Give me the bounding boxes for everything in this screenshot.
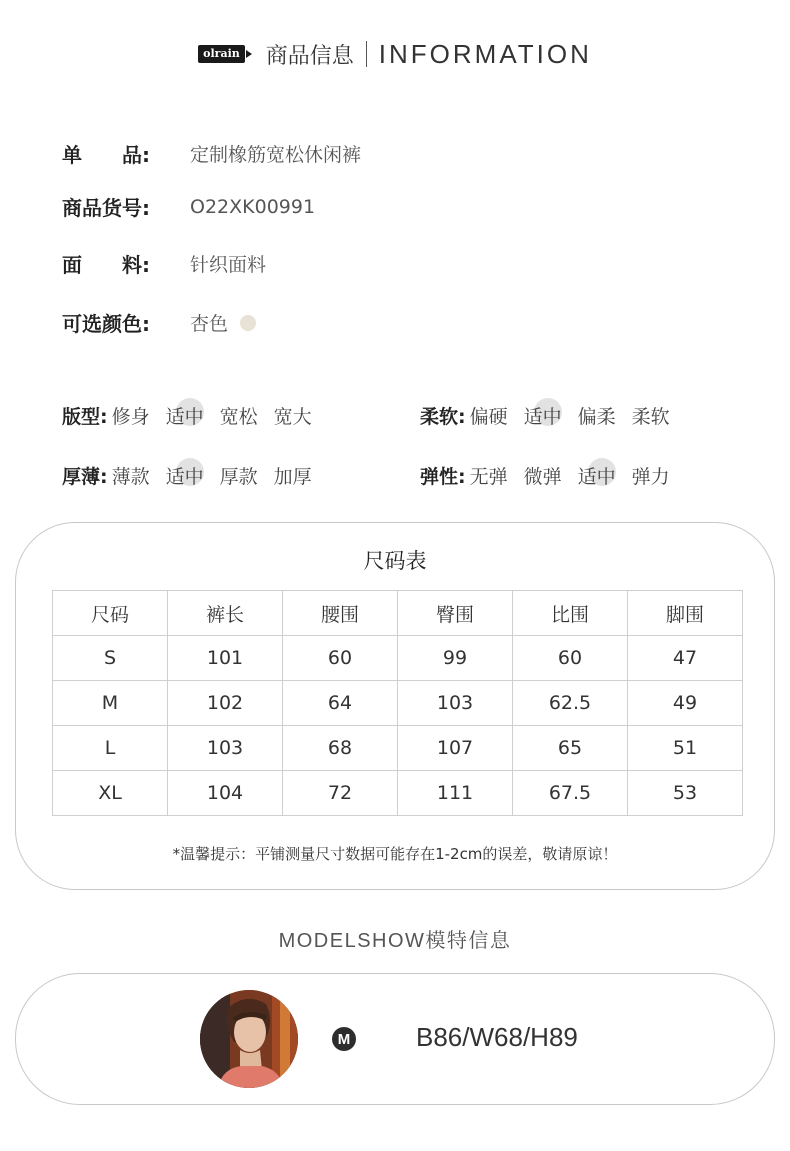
info-label: 可选颜色: xyxy=(62,312,150,336)
table-cell: 68 xyxy=(283,726,398,771)
attr-label: 柔软: xyxy=(420,406,466,428)
table-cell: 103 xyxy=(398,681,513,726)
attr-softness xyxy=(420,402,686,429)
attr-option: 弹力 xyxy=(631,466,670,488)
model-size-badge: M xyxy=(332,1027,356,1051)
model-section-title: MODELSHOW模特信息 xyxy=(278,930,512,952)
attr-option-selected: 适中 xyxy=(524,402,562,429)
header-divider xyxy=(366,41,367,67)
model-measurements: B86/W68/H89 xyxy=(416,1022,578,1052)
model-avatar xyxy=(200,990,298,1088)
section-header xyxy=(0,36,790,72)
attr-option: 加厚 xyxy=(273,466,312,488)
info-row-sku xyxy=(62,192,315,221)
table-header-cell: 尺码 xyxy=(53,591,168,636)
table-header-row xyxy=(53,591,743,636)
header-title-cn: 商品信息 xyxy=(265,43,354,69)
table-cell: 60 xyxy=(513,636,628,681)
attr-option: 宽松 xyxy=(219,406,258,428)
attr-option: 微弹 xyxy=(523,466,562,488)
model-info-panel xyxy=(15,973,775,1105)
table-cell: L xyxy=(53,726,168,771)
table-cell: 47 xyxy=(628,636,743,681)
info-label: 商品货号: xyxy=(62,196,150,220)
color-swatch xyxy=(240,315,256,331)
info-row-fabric xyxy=(62,249,266,278)
info-value: 定制橡筋宽松休闲裤 xyxy=(190,144,362,166)
attr-fit xyxy=(62,402,328,429)
table-header-cell: 臀围 xyxy=(398,591,513,636)
table-cell: 65 xyxy=(513,726,628,771)
table-cell: S xyxy=(53,636,168,681)
play-icon xyxy=(246,50,252,58)
table-cell: 103 xyxy=(168,726,283,771)
attr-thickness xyxy=(62,462,328,489)
info-value: O22XK00991 xyxy=(190,195,316,218)
table-row xyxy=(53,726,743,771)
info-label: 单 品: xyxy=(62,143,150,167)
attr-option: 偏柔 xyxy=(577,406,616,428)
attr-option-selected: 适中 xyxy=(578,462,616,489)
info-value: 针织面料 xyxy=(190,254,267,276)
info-row-color xyxy=(62,308,256,337)
table-header-cell: 腰围 xyxy=(283,591,398,636)
attr-label: 版型: xyxy=(62,406,108,428)
brand-logo xyxy=(198,45,252,63)
table-cell: 62.5 xyxy=(513,681,628,726)
attr-option: 薄款 xyxy=(111,466,150,488)
table-cell: 67.5 xyxy=(513,771,628,816)
attr-option: 宽大 xyxy=(273,406,312,428)
table-cell: 111 xyxy=(398,771,513,816)
attr-option: 无弹 xyxy=(469,466,508,488)
attr-option: 修身 xyxy=(111,406,150,428)
table-cell: 101 xyxy=(168,636,283,681)
table-cell: 104 xyxy=(168,771,283,816)
table-cell: 49 xyxy=(628,681,743,726)
table-cell: 107 xyxy=(398,726,513,771)
table-cell: XL xyxy=(53,771,168,816)
table-cell: M xyxy=(53,681,168,726)
header-title-en: INFORMATION xyxy=(378,38,592,69)
table-cell: 53 xyxy=(628,771,743,816)
table-row xyxy=(53,681,743,726)
attr-option-selected: 适中 xyxy=(166,462,204,489)
attr-option: 偏硬 xyxy=(469,406,508,428)
size-table xyxy=(52,590,743,816)
table-header-cell: 比围 xyxy=(513,591,628,636)
attr-label: 厚薄: xyxy=(62,466,108,488)
table-header-cell: 裤长 xyxy=(168,591,283,636)
attr-label: 弹性: xyxy=(420,466,466,488)
brand-logo-text: olrain xyxy=(198,45,245,63)
table-cell: 99 xyxy=(398,636,513,681)
attr-option-selected: 适中 xyxy=(166,402,204,429)
attr-option: 柔软 xyxy=(631,406,670,428)
size-chart-panel xyxy=(15,522,775,890)
table-cell: 60 xyxy=(283,636,398,681)
table-cell: 102 xyxy=(168,681,283,726)
table-cell: 64 xyxy=(283,681,398,726)
table-row xyxy=(53,771,743,816)
table-row xyxy=(53,636,743,681)
table-cell: 51 xyxy=(628,726,743,771)
size-chart-title: 尺码表 xyxy=(363,549,427,573)
info-label: 面 料: xyxy=(62,253,150,277)
info-row-product xyxy=(62,139,361,168)
attr-option: 厚款 xyxy=(219,466,258,488)
info-value: 杏色 xyxy=(190,313,229,335)
attr-elasticity xyxy=(420,462,686,489)
measurement-note: *温馨提示：平铺测量尺寸数据可能存在1-2cm的误差，敬请原谅！ xyxy=(172,845,618,863)
table-header-cell: 脚围 xyxy=(628,591,743,636)
table-cell: 72 xyxy=(283,771,398,816)
